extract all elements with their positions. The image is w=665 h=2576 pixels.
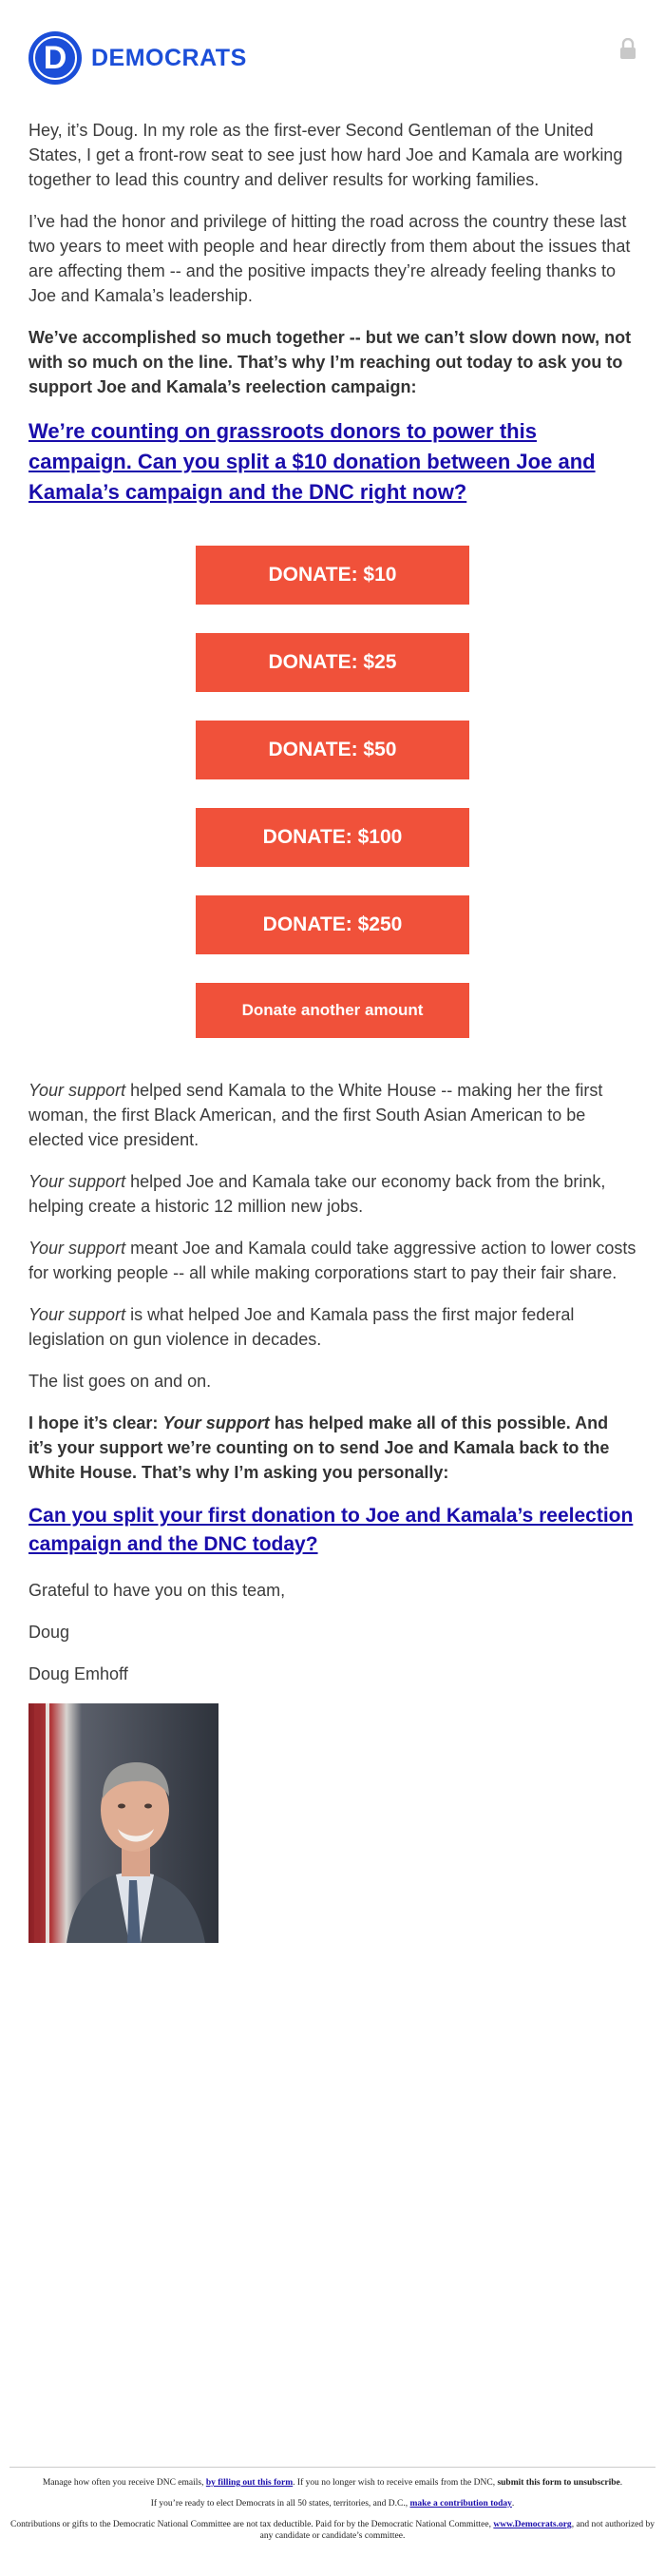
second-donation-link[interactable]: Can you split your first donation to Joe and Kamala’s reelection campaign and the DNC today? xyxy=(28,1505,634,1555)
manage-emails-link[interactable]: by filling out this form xyxy=(205,2478,294,2488)
donate-10-button[interactable]: DONATE: $10 xyxy=(196,546,469,605)
democrats-logo[interactable] xyxy=(28,29,247,87)
signature-first: Doug xyxy=(28,1623,70,1642)
road-paragraph: I’ve had the honor and privilege of hitting the road across the country these last two years to meet with people and hear directly from them about the issues that are affecting them -- and the positive impacts they’re already feeling thanks to Joe and Kamala’s leadership. xyxy=(28,212,631,305)
contribute-link[interactable]: make a contribution today xyxy=(409,2499,512,2509)
hope-paragraph: I hope it’s clear: Your support has helped make all of this possible. And it’s your support we’re counting on to send Joe and Kamala back to the White House. That’s why I’m asking you personally: xyxy=(28,1413,610,1482)
unsubscribe-link[interactable]: submit this form to unsubscribe xyxy=(497,2478,620,2488)
support-paragraph-3: Your support meant Joe and Kamala could take aggressive action to lower costs for working people -- all while making corporations start to pay their fair share. xyxy=(28,1239,636,1282)
donate-100-button[interactable]: DONATE: $100 xyxy=(196,808,469,867)
support-paragraph-1: Your support helped send Kamala to the White House -- making her the first woman, the first Black American, and the first South Asian American to be elected vice president. xyxy=(28,1081,603,1149)
intro-paragraph: Hey, it’s Doug. In my role as the first-ever Second Gentleman of the United States, I get a front-row seat to see just how hard Joe and Kamala are working together to lead this country and deliver results for working families. xyxy=(28,121,623,189)
donate-50-button[interactable]: DONATE: $50 xyxy=(196,721,469,779)
doug-emhoff-photo xyxy=(28,1703,218,1943)
grateful-line: Grateful to have you on this team, xyxy=(28,1581,286,1600)
support-paragraph-4: Your support is what helped Joe and Kamala pass the first major federal legislation on gun violence in decades. xyxy=(28,1305,575,1349)
email-header xyxy=(0,0,665,114)
email-footer xyxy=(10,2467,656,2542)
donate-25-button[interactable]: DONATE: $25 xyxy=(196,633,469,692)
signature-full: Doug Emhoff xyxy=(28,1664,128,1683)
support-paragraph-2: Your support helped Joe and Kamala take our economy back from the brink, helping create a historic 12 million new jobs. xyxy=(28,1172,606,1216)
donate-250-button[interactable]: DONATE: $250 xyxy=(196,895,469,954)
democrats-org-link[interactable]: www.Democrats.org xyxy=(493,2520,572,2529)
donation-link[interactable]: We’re counting on grassroots donors to power this campaign. Can you split a $10 donation between Joe and Kamala’s campaign and the DNC right now? xyxy=(28,419,596,504)
donate-buttons xyxy=(28,546,636,1038)
email-body xyxy=(28,118,636,1943)
footer-manage-line: Manage how often you receive DNC emails, by filling out this form. If you no longer wish to receive emails from the DNC, submit this form to unsubscribe. xyxy=(42,2478,623,2488)
lock-icon xyxy=(618,38,637,59)
logo-circle-icon: D xyxy=(28,31,82,85)
list-paragraph: The list goes on and on. xyxy=(28,1372,212,1391)
footer-contribute-line: If you’re ready to elect Democrats in all 50 states, territories, and D.C., make a contribution today. xyxy=(150,2499,515,2509)
donate-other-amount-button[interactable]: Donate another amount xyxy=(196,983,469,1038)
footer-disclaimer-line: Contributions or gifts to the Democratic National Committee are not tax deductible. Paid for by the Democratic National Committee, www.Democrats.org, and not authorized by any candidate or candidate’s committee. xyxy=(10,2520,656,2541)
ask-paragraph: We’ve accomplished so much together -- but we can’t slow down now, not with so much on the line. That’s why I’m reaching out today to ask you to support Joe and Kamala’s reelection campaign: xyxy=(28,328,632,396)
logo-text: DEMOCRATS xyxy=(91,44,247,71)
